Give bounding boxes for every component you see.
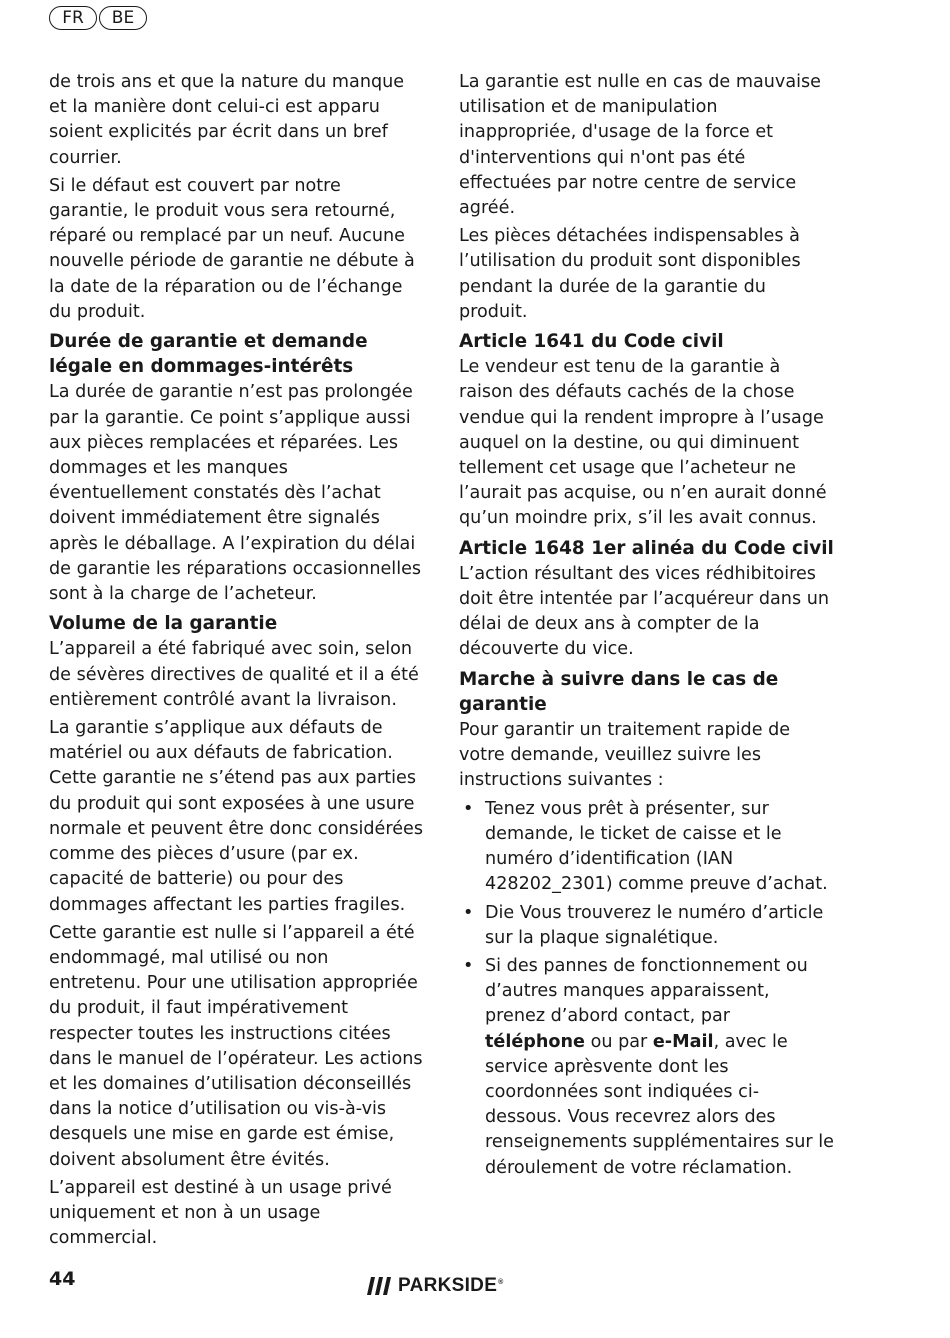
section-heading: Article 1648 1er alinéa du Code civil xyxy=(459,537,834,559)
list-item: • Tenez vous prêt à présenter, sur demande, le ticket de caisse et le numéro d’identification (IAN 428202_2301) comme preuve d’achat. xyxy=(459,797,834,898)
paragraph: Le vendeur est tenu de la garantie à raison des défauts cachés de la chose vendue qui la rendent impropre à l’usage auquel on la destine, ou qui diminuent tellement cet usage que l’acheteur ne l’aurait pas acquise, ou n’en aurait donné qu’un moindre prix, s’il les avait connus. xyxy=(459,357,827,529)
country-badge-be: BE xyxy=(99,6,147,30)
section-heading: Durée de garantie et demande légale en dommages-intérêts xyxy=(49,331,368,378)
paragraph: Pour garantir un traitement rapide de votre demande, veuillez suivre les instructions suivantes : xyxy=(459,720,791,791)
list-item-text: , avec le service aprèsvente dont les coordonnées sont indiquées ci-dessous. Vous recevrez alors des renseignements supplémentaires sur le déroulement de votre réclamation. xyxy=(485,1031,834,1178)
country-badge-fr: FR xyxy=(49,6,97,30)
brand-stripes-icon xyxy=(367,1277,391,1295)
paragraph: Les pièces détachées indispensables à l’utilisation du produit sont disponibles pendant la durée de la garantie du produit. xyxy=(459,226,801,322)
paragraph: La garantie s’applique aux défauts de matériel ou aux défauts de fabrication. Cette garantie ne s’étend pas aux parties du produit qui sont exposées à une usure normale et peuvent être donc considérées comme des pièces d’usure (par ex. capacité de batterie) ou pour des dommages affectant les parties fragiles. xyxy=(49,718,424,915)
paragraph: L’action résultant des vices rédhibitoires doit être intentée par l’acquéreur dans un délai de deux ans à compter de la découverte du vice. xyxy=(459,563,830,660)
paragraph: L’appareil a été fabriqué avec soin, selon de sévères directives de qualité et il a été entièrement contrôlé avant la livraison. xyxy=(49,639,419,710)
paragraph: de trois ans et que la nature du manque et la manière dont celui-ci est apparu soient explicités par écrit dans un bref courrier. xyxy=(49,72,405,168)
brand-name-text: PARKSIDE xyxy=(398,1275,498,1296)
brand-logo xyxy=(367,1275,504,1297)
instruction-list xyxy=(459,797,834,1181)
page-number: 44 xyxy=(49,1268,76,1290)
paragraph: La durée de garantie n’est pas prolongée par la garantie. Ce point s’applique aussi aux pièces remplacées et réparées. Les dommages et les manques éventuellement constatés dès l’achat doivent immédiatement être signalés après le déballage. A l’expiration du délai de garantie les réparations occasionnelles sont à la charge de l’acheteur. xyxy=(49,382,422,605)
paragraph: Si le défaut est couvert par notre garantie, le produit vous sera retourné, réparé ou remplacé par un neuf. Aucune nouvelle période de garantie ne débute à la date de la réparation ou de l’échange du produit. xyxy=(49,175,415,322)
right-column xyxy=(459,70,834,1184)
paragraph: L’appareil est destiné à un usage privé uniquement et non à un usage commercial. xyxy=(49,1177,392,1249)
country-badges xyxy=(49,6,147,30)
brand-name xyxy=(398,1275,504,1297)
phone-emphasis: téléphone xyxy=(485,1031,585,1052)
paragraph: Cette garantie est nulle si l’appareil a été endommagé, mal utilisé ou non entretenu. Pour une utilisation appropriée du produit, il faut impérativement respecter toutes les instructions citées dans le manuel de l’opérateur. Les actions et les domaines d’utilisation déconseillés dans la notice d’utilisation ou vis-à-vis desquels une mise en garde est émise, doivent absolument être évités. xyxy=(49,922,423,1170)
list-item: • Die Vous trouverez le numéro d’article sur la plaque signalétique. xyxy=(459,901,834,951)
left-column xyxy=(49,70,424,1254)
email-emphasis: e-Mail xyxy=(652,1031,714,1052)
section-heading: Volume de la garantie xyxy=(49,613,278,635)
section-heading: Article 1641 du Code civil xyxy=(459,331,724,353)
brand-trademark: ® xyxy=(498,1278,504,1286)
section-heading: Marche à suivre dans le cas de garantie xyxy=(459,668,779,715)
list-item-text: Si des pannes de fonctionnement ou d’autres manques apparaissent, prenez d’abord contact, par xyxy=(485,955,808,1027)
list-item xyxy=(459,954,834,1181)
list-item-text: ou par xyxy=(590,1031,648,1052)
paragraph: La garantie est nulle en cas de mauvaise utilisation et de manipulation inappropriée, d'usage de la force et d'interventions qui n'ont pas été effectuées par notre centre de service agréé. xyxy=(459,72,821,219)
